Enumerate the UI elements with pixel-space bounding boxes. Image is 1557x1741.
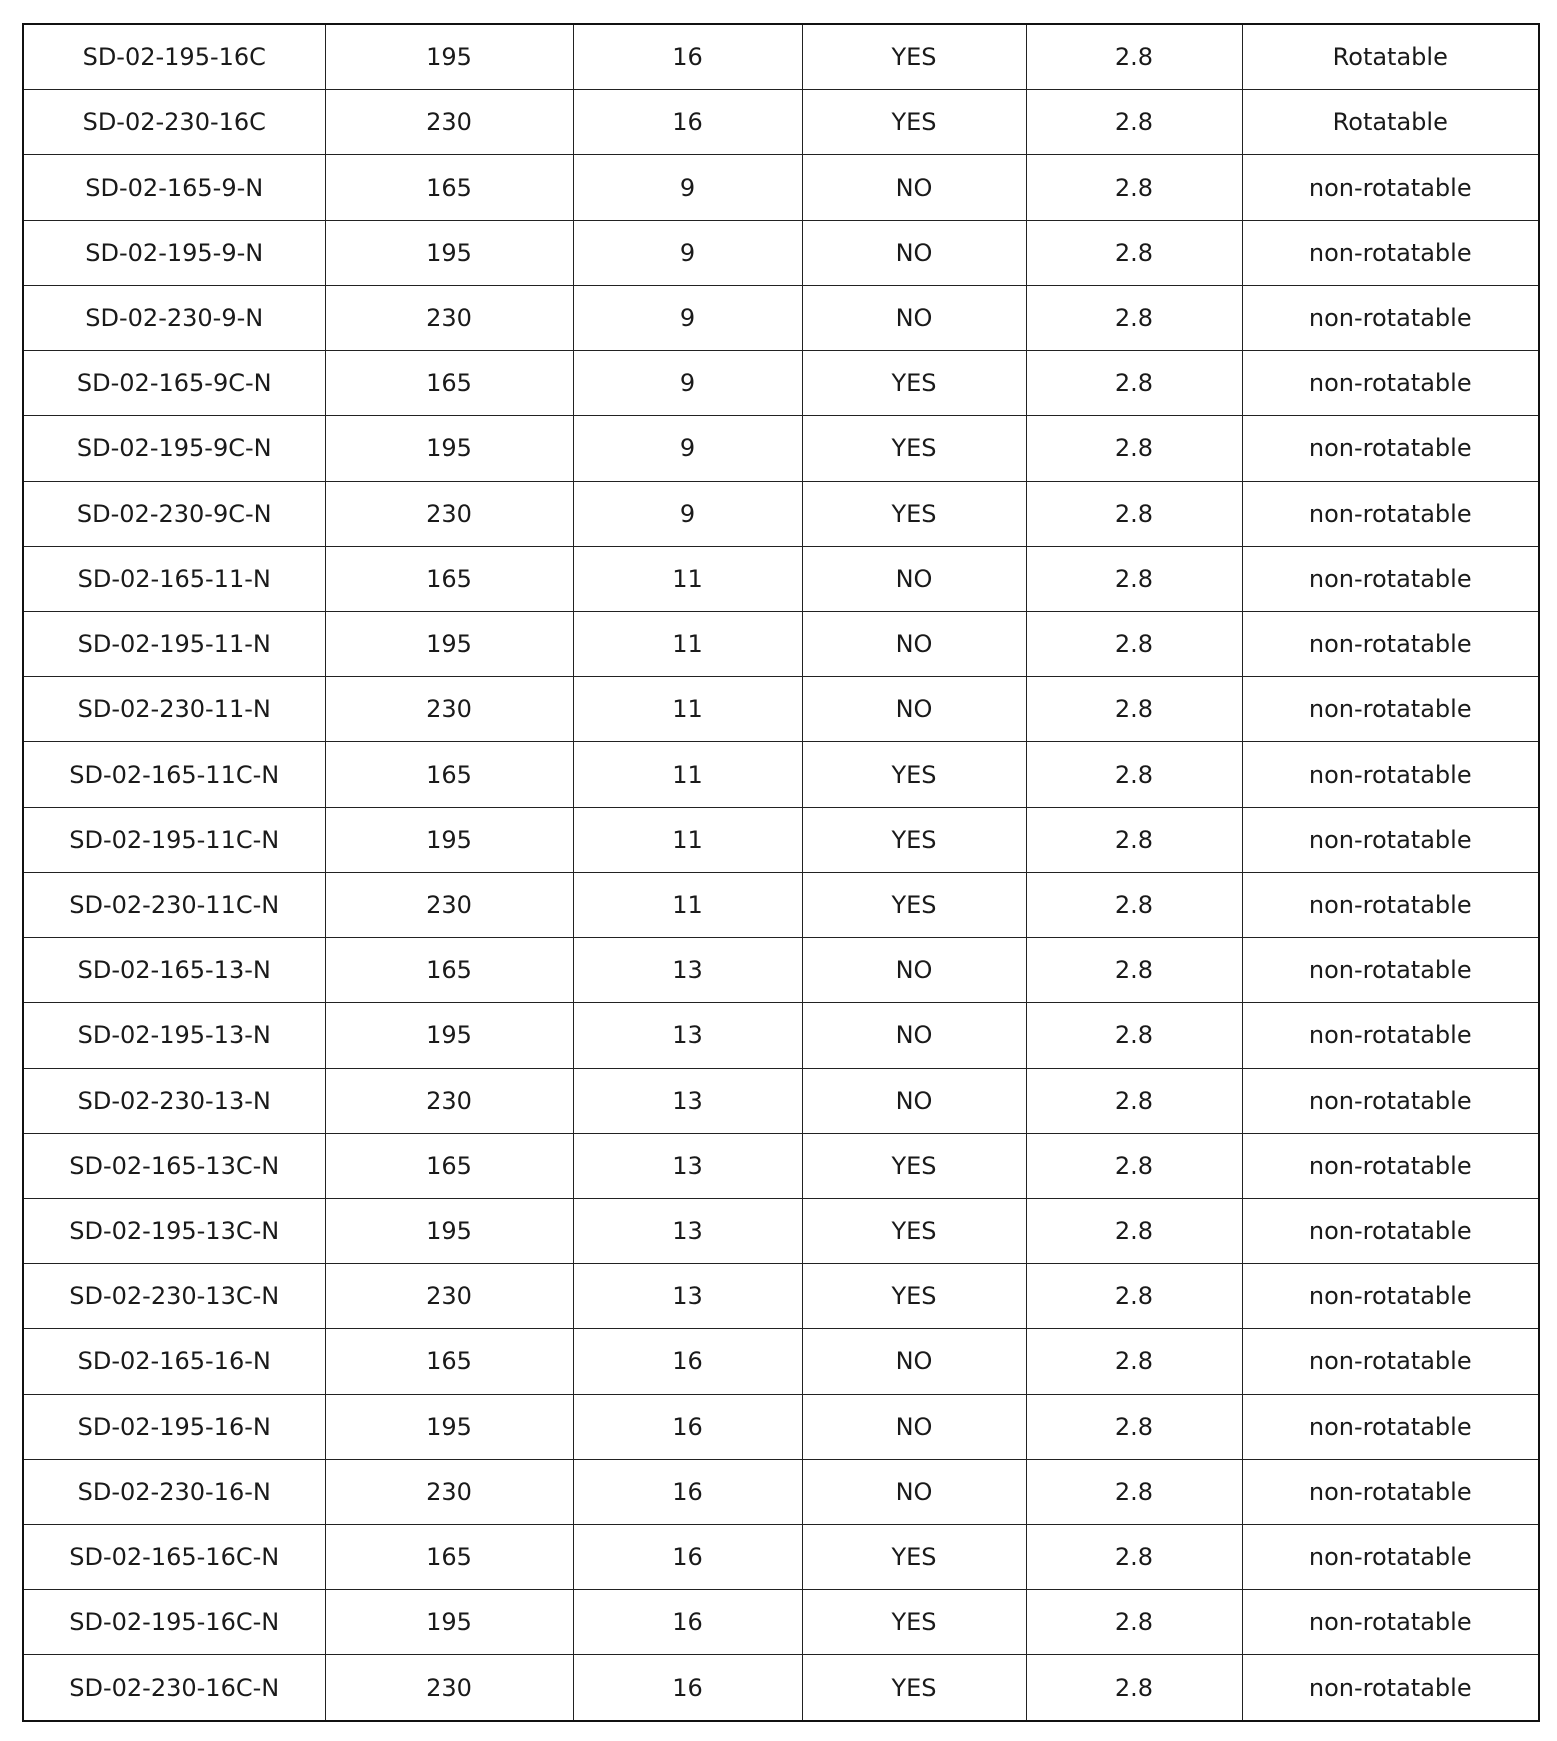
size-cell: 165 <box>325 742 573 807</box>
rotation-type-cell: non-rotatable <box>1242 1590 1539 1655</box>
product-spec-table <box>22 23 1540 1722</box>
model-code-cell: SD-02-165-16C-N <box>23 1525 325 1590</box>
model-code-cell: SD-02-230-11C-N <box>23 872 325 937</box>
option-cell: YES <box>802 872 1026 937</box>
value-cell: 2.8 <box>1026 24 1242 90</box>
value-cell: 2.8 <box>1026 807 1242 872</box>
rotation-type-cell: non-rotatable <box>1242 677 1539 742</box>
rotation-type-cell: non-rotatable <box>1242 285 1539 350</box>
table-row <box>23 1394 1539 1459</box>
model-code-cell: SD-02-165-9-N <box>23 155 325 220</box>
option-cell: NO <box>802 677 1026 742</box>
rotation-type-cell: non-rotatable <box>1242 1198 1539 1263</box>
option-cell: YES <box>802 24 1026 90</box>
table-row <box>23 1459 1539 1524</box>
value-cell: 2.8 <box>1026 220 1242 285</box>
count-cell: 9 <box>573 285 802 350</box>
value-cell: 2.8 <box>1026 481 1242 546</box>
option-cell: YES <box>802 1264 1026 1329</box>
model-code-cell: SD-02-195-16-N <box>23 1394 325 1459</box>
table-row <box>23 416 1539 481</box>
model-code-cell: SD-02-230-16C-N <box>23 1655 325 1721</box>
option-cell: YES <box>802 90 1026 155</box>
size-cell: 195 <box>325 220 573 285</box>
table-row <box>23 1264 1539 1329</box>
value-cell: 2.8 <box>1026 546 1242 611</box>
count-cell: 9 <box>573 155 802 220</box>
count-cell: 16 <box>573 1590 802 1655</box>
value-cell: 2.8 <box>1026 1655 1242 1721</box>
size-cell: 195 <box>325 1394 573 1459</box>
size-cell: 230 <box>325 90 573 155</box>
model-code-cell: SD-02-195-9C-N <box>23 416 325 481</box>
option-cell: NO <box>802 1068 1026 1133</box>
model-code-cell: SD-02-230-16C <box>23 90 325 155</box>
table-row <box>23 546 1539 611</box>
rotation-type-cell: non-rotatable <box>1242 1459 1539 1524</box>
table-row <box>23 155 1539 220</box>
size-cell: 230 <box>325 1459 573 1524</box>
model-code-cell: SD-02-230-9C-N <box>23 481 325 546</box>
count-cell: 16 <box>573 90 802 155</box>
model-code-cell: SD-02-195-9-N <box>23 220 325 285</box>
table-row <box>23 611 1539 676</box>
table-row <box>23 1525 1539 1590</box>
option-cell: YES <box>802 1525 1026 1590</box>
value-cell: 2.8 <box>1026 677 1242 742</box>
size-cell: 195 <box>325 807 573 872</box>
model-code-cell: SD-02-230-13C-N <box>23 1264 325 1329</box>
value-cell: 2.8 <box>1026 155 1242 220</box>
model-code-cell: SD-02-165-13C-N <box>23 1133 325 1198</box>
size-cell: 230 <box>325 1068 573 1133</box>
count-cell: 11 <box>573 677 802 742</box>
size-cell: 195 <box>325 416 573 481</box>
model-code-cell: SD-02-195-13-N <box>23 1003 325 1068</box>
option-cell: NO <box>802 1003 1026 1068</box>
value-cell: 2.8 <box>1026 1459 1242 1524</box>
model-code-cell: SD-02-230-13-N <box>23 1068 325 1133</box>
option-cell: YES <box>802 416 1026 481</box>
count-cell: 13 <box>573 1198 802 1263</box>
option-cell: YES <box>802 1655 1026 1721</box>
size-cell: 195 <box>325 1198 573 1263</box>
table-row <box>23 1329 1539 1394</box>
size-cell: 165 <box>325 351 573 416</box>
table-row <box>23 742 1539 807</box>
count-cell: 13 <box>573 938 802 1003</box>
table-row <box>23 1133 1539 1198</box>
count-cell: 11 <box>573 807 802 872</box>
table-row <box>23 1655 1539 1721</box>
size-cell: 195 <box>325 1590 573 1655</box>
option-cell: YES <box>802 742 1026 807</box>
count-cell: 9 <box>573 416 802 481</box>
count-cell: 13 <box>573 1068 802 1133</box>
size-cell: 195 <box>325 1003 573 1068</box>
rotation-type-cell: non-rotatable <box>1242 351 1539 416</box>
model-code-cell: SD-02-165-16-N <box>23 1329 325 1394</box>
option-cell: NO <box>802 938 1026 1003</box>
size-cell: 165 <box>325 938 573 1003</box>
model-code-cell: SD-02-230-11-N <box>23 677 325 742</box>
rotation-type-cell: non-rotatable <box>1242 220 1539 285</box>
option-cell: YES <box>802 1590 1026 1655</box>
option-cell: NO <box>802 1394 1026 1459</box>
rotation-type-cell: non-rotatable <box>1242 1264 1539 1329</box>
size-cell: 230 <box>325 285 573 350</box>
model-code-cell: SD-02-195-16C-N <box>23 1590 325 1655</box>
table-row <box>23 1003 1539 1068</box>
size-cell: 230 <box>325 481 573 546</box>
table-row <box>23 807 1539 872</box>
option-cell: YES <box>802 807 1026 872</box>
option-cell: YES <box>802 481 1026 546</box>
rotation-type-cell: non-rotatable <box>1242 1394 1539 1459</box>
option-cell: NO <box>802 285 1026 350</box>
model-code-cell: SD-02-165-11-N <box>23 546 325 611</box>
size-cell: 165 <box>325 1525 573 1590</box>
value-cell: 2.8 <box>1026 1590 1242 1655</box>
option-cell: NO <box>802 611 1026 676</box>
table-row <box>23 938 1539 1003</box>
model-code-cell: SD-02-165-13-N <box>23 938 325 1003</box>
size-cell: 195 <box>325 24 573 90</box>
table-row <box>23 872 1539 937</box>
rotation-type-cell: non-rotatable <box>1242 742 1539 807</box>
count-cell: 13 <box>573 1264 802 1329</box>
value-cell: 2.8 <box>1026 1133 1242 1198</box>
option-cell: YES <box>802 351 1026 416</box>
count-cell: 9 <box>573 481 802 546</box>
count-cell: 16 <box>573 1655 802 1721</box>
model-code-cell: SD-02-230-9-N <box>23 285 325 350</box>
size-cell: 230 <box>325 1264 573 1329</box>
model-code-cell: SD-02-195-16C <box>23 24 325 90</box>
value-cell: 2.8 <box>1026 1068 1242 1133</box>
value-cell: 2.8 <box>1026 1003 1242 1068</box>
value-cell: 2.8 <box>1026 1329 1242 1394</box>
size-cell: 195 <box>325 611 573 676</box>
count-cell: 16 <box>573 1394 802 1459</box>
model-code-cell: SD-02-165-9C-N <box>23 351 325 416</box>
model-code-cell: SD-02-195-11C-N <box>23 807 325 872</box>
rotation-type-cell: non-rotatable <box>1242 938 1539 1003</box>
size-cell: 230 <box>325 872 573 937</box>
rotation-type-cell: non-rotatable <box>1242 872 1539 937</box>
rotation-type-cell: non-rotatable <box>1242 1329 1539 1394</box>
table-row <box>23 1590 1539 1655</box>
rotation-type-cell: Rotatable <box>1242 24 1539 90</box>
table-row <box>23 481 1539 546</box>
count-cell: 11 <box>573 872 802 937</box>
model-code-cell: SD-02-165-11C-N <box>23 742 325 807</box>
option-cell: NO <box>802 155 1026 220</box>
option-cell: YES <box>802 1198 1026 1263</box>
count-cell: 11 <box>573 546 802 611</box>
model-code-cell: SD-02-195-13C-N <box>23 1198 325 1263</box>
value-cell: 2.8 <box>1026 938 1242 1003</box>
rotation-type-cell: non-rotatable <box>1242 807 1539 872</box>
count-cell: 9 <box>573 220 802 285</box>
value-cell: 2.8 <box>1026 1394 1242 1459</box>
rotation-type-cell: non-rotatable <box>1242 1003 1539 1068</box>
rotation-type-cell: non-rotatable <box>1242 1133 1539 1198</box>
table-row <box>23 351 1539 416</box>
table-row <box>23 1198 1539 1263</box>
model-code-cell: SD-02-230-16-N <box>23 1459 325 1524</box>
count-cell: 16 <box>573 1525 802 1590</box>
value-cell: 2.8 <box>1026 872 1242 937</box>
value-cell: 2.8 <box>1026 351 1242 416</box>
rotation-type-cell: non-rotatable <box>1242 1655 1539 1721</box>
value-cell: 2.8 <box>1026 90 1242 155</box>
rotation-type-cell: non-rotatable <box>1242 1525 1539 1590</box>
option-cell: NO <box>802 1459 1026 1524</box>
table-row <box>23 90 1539 155</box>
model-code-cell: SD-02-195-11-N <box>23 611 325 676</box>
option-cell: NO <box>802 546 1026 611</box>
value-cell: 2.8 <box>1026 1525 1242 1590</box>
rotation-type-cell: non-rotatable <box>1242 481 1539 546</box>
rotation-type-cell: non-rotatable <box>1242 155 1539 220</box>
count-cell: 16 <box>573 24 802 90</box>
value-cell: 2.8 <box>1026 1198 1242 1263</box>
option-cell: NO <box>802 1329 1026 1394</box>
size-cell: 230 <box>325 677 573 742</box>
rotation-type-cell: non-rotatable <box>1242 416 1539 481</box>
value-cell: 2.8 <box>1026 742 1242 807</box>
rotation-type-cell: non-rotatable <box>1242 611 1539 676</box>
table-body <box>23 24 1539 1721</box>
count-cell: 16 <box>573 1459 802 1524</box>
value-cell: 2.8 <box>1026 611 1242 676</box>
value-cell: 2.8 <box>1026 416 1242 481</box>
value-cell: 2.8 <box>1026 285 1242 350</box>
table-row <box>23 24 1539 90</box>
rotation-type-cell: Rotatable <box>1242 90 1539 155</box>
size-cell: 165 <box>325 1329 573 1394</box>
count-cell: 13 <box>573 1133 802 1198</box>
count-cell: 13 <box>573 1003 802 1068</box>
table-row <box>23 220 1539 285</box>
option-cell: NO <box>802 220 1026 285</box>
table-row <box>23 677 1539 742</box>
count-cell: 11 <box>573 611 802 676</box>
size-cell: 165 <box>325 155 573 220</box>
count-cell: 9 <box>573 351 802 416</box>
size-cell: 230 <box>325 1655 573 1721</box>
rotation-type-cell: non-rotatable <box>1242 1068 1539 1133</box>
option-cell: YES <box>802 1133 1026 1198</box>
table-row <box>23 285 1539 350</box>
value-cell: 2.8 <box>1026 1264 1242 1329</box>
rotation-type-cell: non-rotatable <box>1242 546 1539 611</box>
size-cell: 165 <box>325 546 573 611</box>
count-cell: 11 <box>573 742 802 807</box>
size-cell: 165 <box>325 1133 573 1198</box>
count-cell: 16 <box>573 1329 802 1394</box>
table-row <box>23 1068 1539 1133</box>
